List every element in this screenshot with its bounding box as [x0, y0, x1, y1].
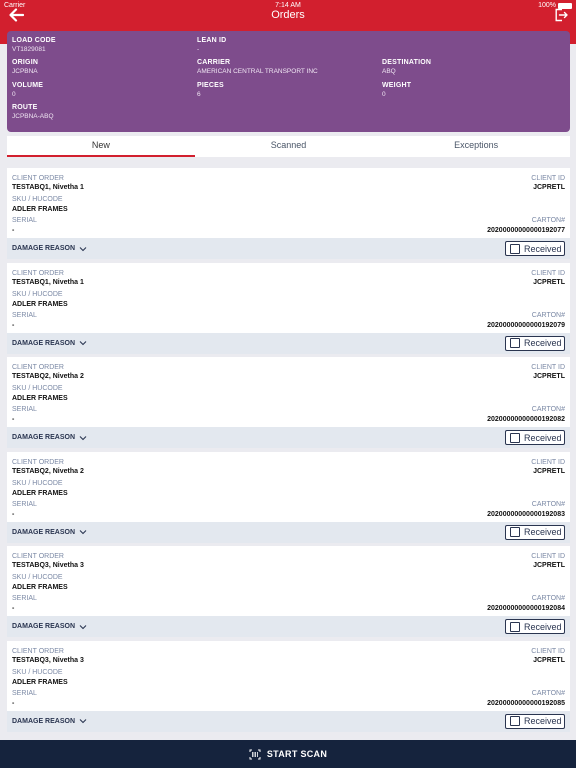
client-order-value: TESTABQ3, Nivetha 3	[12, 562, 84, 569]
client-id-value: JCPRETL	[533, 656, 565, 664]
chevron-down-icon	[79, 718, 87, 724]
destination-label: DESTINATION	[382, 59, 432, 66]
received-checkbox[interactable]	[505, 241, 565, 256]
serial-value: -	[12, 416, 15, 423]
carton-value: 20200000000000192084	[487, 605, 565, 612]
carton-value: 20200000000000192079	[487, 321, 565, 329]
tab-scanned[interactable]: Scanned	[270, 140, 307, 150]
received-label: Received	[524, 621, 562, 632]
carton-value: 20200000000000192082	[487, 416, 565, 423]
carrier-field	[197, 59, 318, 75]
client-id-value: JCPRETL	[533, 562, 565, 569]
serial-value: -	[12, 510, 15, 518]
received-label: Received	[524, 243, 562, 254]
carton-label: CARTON#	[531, 217, 565, 224]
list-item	[7, 641, 570, 732]
chevron-down-icon	[79, 529, 87, 535]
damage-reason-dropdown[interactable]	[12, 434, 87, 441]
serial-label: SERIAL	[12, 595, 37, 602]
damage-reason-dropdown[interactable]	[12, 340, 87, 347]
client-order-value: TESTABQ3, Nivetha 3	[12, 656, 84, 664]
load-code-field	[12, 37, 56, 53]
start-scan-label: START SCAN	[266, 749, 328, 759]
client-order-label: CLIENT ORDER	[12, 458, 64, 466]
load-code-value: VT1829081	[12, 46, 46, 53]
chevron-down-icon	[79, 624, 87, 630]
list-item	[7, 357, 570, 448]
received-label: Received	[524, 338, 562, 348]
volume-label: VOLUME	[12, 82, 44, 89]
chevron-down-icon	[79, 435, 87, 441]
damage-reason-label: DAMAGE REASON	[12, 434, 76, 441]
checkbox-icon	[510, 338, 520, 348]
sku-value: ADLER FRAMES	[12, 300, 68, 308]
pieces-label: PIECES	[197, 82, 224, 89]
damage-row	[7, 711, 570, 732]
client-id-label: CLIENT ID	[531, 269, 565, 277]
destination-value: ABQ	[382, 68, 396, 75]
sku-value: ADLER FRAMES	[12, 678, 68, 686]
pieces-value: 6	[197, 91, 201, 98]
sku-value: ADLER FRAMES	[12, 395, 68, 402]
client-id-value: JCPRETL	[533, 373, 565, 380]
received-checkbox[interactable]	[505, 430, 565, 445]
damage-reason-label: DAMAGE REASON	[12, 245, 76, 252]
route-field	[12, 104, 54, 120]
serial-value: -	[12, 605, 15, 612]
list-item	[7, 168, 570, 259]
damage-row	[7, 427, 570, 448]
client-order-label: CLIENT ORDER	[12, 647, 64, 655]
client-id-label: CLIENT ID	[531, 647, 565, 655]
lean-id-value: -	[197, 46, 200, 53]
pieces-field	[197, 82, 224, 98]
damage-row	[7, 616, 570, 637]
carton-value: 20200000000000192083	[487, 510, 565, 518]
logout-button[interactable]	[554, 8, 568, 22]
checkbox-icon	[510, 527, 520, 537]
volume-field	[12, 82, 43, 98]
serial-value: -	[12, 227, 15, 234]
list-item	[7, 546, 570, 637]
barcode-scan-icon	[249, 749, 261, 760]
volume-value: 0	[12, 91, 16, 98]
serial-label: SERIAL	[12, 689, 37, 697]
status-time: 7:14 AM	[275, 2, 301, 9]
damage-reason-dropdown[interactable]	[12, 718, 87, 725]
serial-label: SERIAL	[12, 311, 37, 319]
client-id-label: CLIENT ID	[531, 458, 565, 466]
sku-value: ADLER FRAMES	[12, 584, 68, 591]
received-checkbox[interactable]	[505, 336, 565, 351]
origin-field	[12, 59, 38, 75]
checkbox-icon	[510, 622, 520, 632]
client-order-value: TESTABQ2, Nivetha 2	[12, 373, 84, 380]
page-title: Orders	[271, 9, 305, 21]
sku-label: SKU / HUCODE	[12, 290, 63, 298]
received-checkbox[interactable]	[505, 714, 565, 729]
carrier-value: AMERICAN CENTRAL TRANSPORT INC	[197, 68, 318, 75]
sku-value: ADLER FRAMES	[12, 206, 68, 213]
route-value: JCPBNA-ABQ	[12, 113, 54, 120]
sku-label: SKU / HUCODE	[12, 196, 63, 203]
client-id-label: CLIENT ID	[531, 175, 565, 182]
load-info-card	[7, 31, 570, 132]
serial-value: -	[12, 699, 15, 707]
damage-reason-label: DAMAGE REASON	[12, 717, 76, 725]
sku-value: ADLER FRAMES	[12, 489, 68, 497]
tab-exceptions[interactable]: Exceptions	[454, 140, 499, 150]
serial-label: SERIAL	[12, 217, 37, 224]
carton-value: 20200000000000192085	[487, 699, 565, 707]
client-id-value: JCPRETL	[533, 467, 565, 475]
received-label: Received	[524, 527, 562, 537]
weight-field	[382, 82, 411, 98]
client-id-label: CLIENT ID	[531, 364, 565, 371]
lean-id-label: LEAN ID	[197, 37, 227, 44]
tab-bar	[7, 136, 570, 157]
client-order-value: TESTABQ1, Nivetha 1	[12, 278, 84, 286]
list-item	[7, 452, 570, 543]
sku-label: SKU / HUCODE	[12, 574, 63, 581]
client-id-value: JCPRETL	[533, 278, 565, 286]
client-order-label: CLIENT ORDER	[12, 553, 64, 560]
carton-label: CARTON#	[531, 500, 565, 508]
sku-label: SKU / HUCODE	[12, 479, 63, 487]
chevron-down-icon	[79, 340, 87, 346]
damage-row	[7, 238, 570, 259]
checkbox-icon	[510, 244, 520, 254]
received-checkbox[interactable]	[505, 619, 565, 634]
damage-row	[7, 333, 570, 354]
carton-label: CARTON#	[531, 689, 565, 697]
serial-value: -	[12, 321, 15, 329]
checkbox-icon	[510, 433, 520, 443]
carton-label: CARTON#	[531, 311, 565, 319]
damage-reason-dropdown[interactable]	[12, 529, 87, 536]
carton-label: CARTON#	[531, 406, 565, 413]
carrier-label: CARRIER	[197, 59, 231, 66]
load-code-label: LOAD CODE	[12, 37, 56, 44]
start-scan-button[interactable]	[0, 740, 576, 768]
sku-label: SKU / HUCODE	[12, 385, 63, 392]
carton-label: CARTON#	[531, 595, 565, 602]
client-order-label: CLIENT ORDER	[12, 175, 64, 182]
received-checkbox[interactable]	[505, 525, 565, 540]
damage-reason-label: DAMAGE REASON	[12, 339, 76, 347]
origin-label: ORIGIN	[12, 59, 39, 66]
damage-reason-dropdown[interactable]	[12, 245, 87, 252]
damage-reason-dropdown[interactable]	[12, 623, 87, 630]
destination-field	[382, 59, 431, 75]
damage-reason-label: DAMAGE REASON	[12, 623, 76, 630]
client-order-value: TESTABQ2, Nivetha 2	[12, 467, 84, 475]
received-label: Received	[524, 716, 562, 726]
weight-label: WEIGHT	[382, 82, 412, 89]
origin-value: JCPBNA	[12, 68, 38, 75]
client-order-value: TESTABQ1, Nivetha 1	[12, 184, 84, 191]
route-label: ROUTE	[12, 104, 38, 111]
battery-percent: 100%	[538, 2, 556, 9]
chevron-down-icon	[79, 246, 87, 252]
client-order-label: CLIENT ORDER	[12, 269, 64, 277]
damage-row	[7, 522, 570, 543]
client-id-value: JCPRETL	[533, 184, 565, 191]
status-carrier: Carrier	[4, 2, 26, 9]
tab-new[interactable]: New	[7, 136, 195, 157]
sku-label: SKU / HUCODE	[12, 668, 63, 676]
lean-id-field	[197, 37, 226, 53]
client-id-label: CLIENT ID	[531, 553, 565, 560]
client-order-label: CLIENT ORDER	[12, 364, 64, 371]
received-label: Received	[524, 432, 562, 443]
carton-value: 20200000000000192077	[487, 227, 565, 234]
damage-reason-label: DAMAGE REASON	[12, 528, 76, 536]
checkbox-icon	[510, 716, 520, 726]
serial-label: SERIAL	[12, 406, 37, 413]
weight-value: 0	[382, 91, 386, 98]
logout-icon	[554, 8, 568, 22]
serial-label: SERIAL	[12, 500, 37, 508]
list-item	[7, 263, 570, 354]
